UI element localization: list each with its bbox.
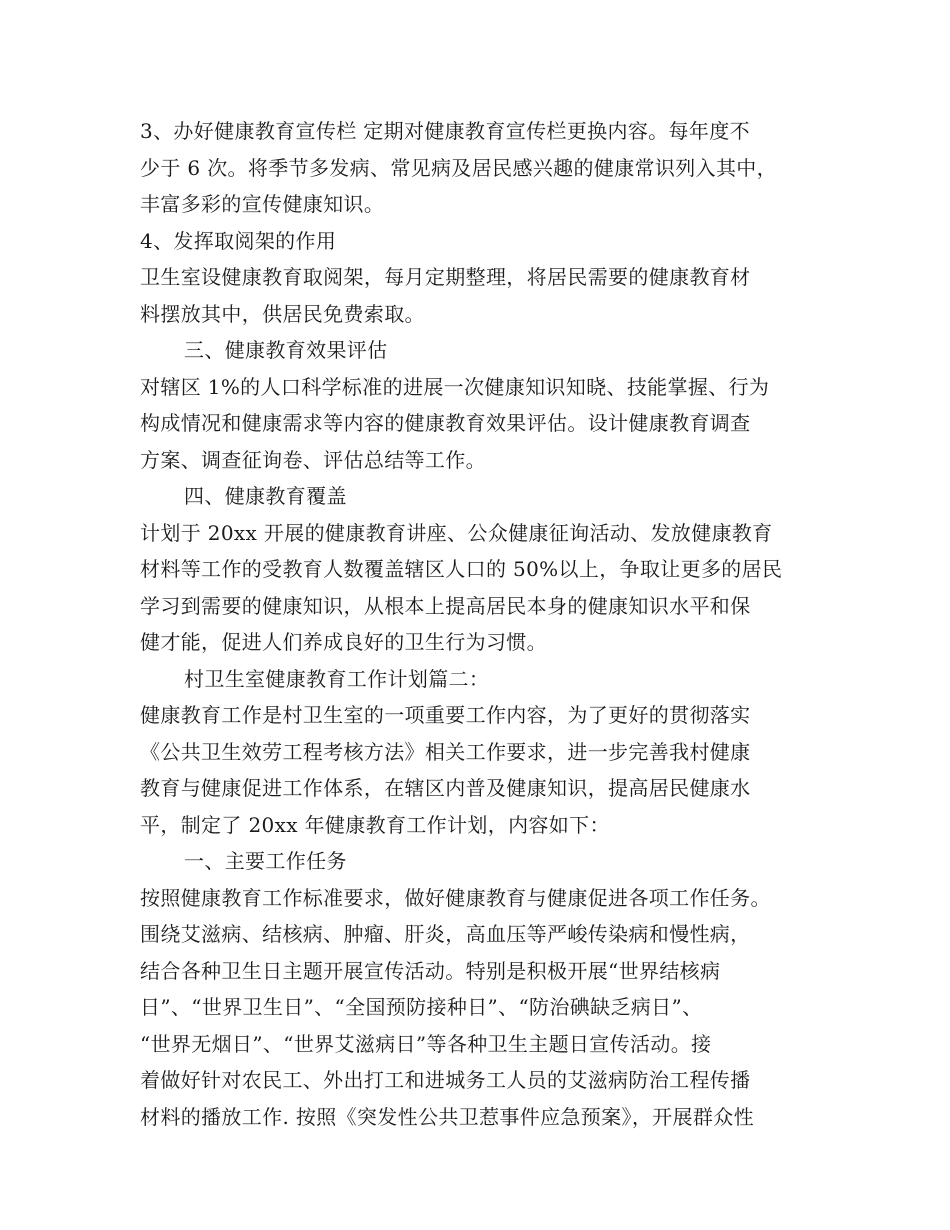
text-line: 丰富多彩的宣传健康知识。	[140, 192, 385, 216]
text-line: 材料的播放工作. 按照《突发性公共卫惹事件应急预案》，开展群众性	[140, 1104, 754, 1129]
text-line: 计划于 20xx 开展的健康教育讲座、公众健康征询活动、发放健康教育	[140, 520, 773, 545]
text-line: 教育与健康促进工作体系，在辖区内普及健康知识，提高居民健康水	[140, 776, 751, 800]
text-line: 材料等工作的受教育人数覆盖辖区人口的 50%以上，争取让更多的居民	[140, 557, 783, 581]
text-line: 健才能，促进人们养成良好的卫生行为习惯。	[140, 630, 547, 654]
text-line: 健康教育工作是村卫生室的一项重要工作内容，为了更好的贯彻落实	[140, 703, 751, 727]
text-line: 着做好针对农民工、外出打工和进城务工人员的艾滋病防治工程传播	[140, 1068, 751, 1092]
text-line: 构成情况和健康需求等内容的健康教育效果评估。设计健康教育调查	[140, 411, 751, 435]
text-line: “世界无烟日”、“世界艾滋病日”等各种卫生主题日宣传活动。接	[140, 1031, 712, 1056]
text-line: 平，制定了 20xx 年健康教育工作计划，内容如下：	[140, 812, 610, 837]
text-line: 对辖区 1%的人口科学标准的进展一次健康知识知晓、技能掌握、行为	[140, 374, 770, 399]
text-line: 日”、“世界卫生日”、“全国预防接种日”、“防治碘缺乏病日”、	[140, 995, 703, 1019]
text-line: 围绕艾滋病、结核病、肿瘤、肝炎，高血压等严峻传染病和慢性病，	[140, 922, 751, 946]
text-line: 方案、调查征询卷、评估总结等工作。	[140, 447, 486, 472]
text-line: 按照健康教育工作标准要求，做好健康教育与健康促进各项工作任务。	[140, 885, 771, 910]
section-heading: 一、主要工作任务	[184, 849, 347, 873]
text-line: 料摆放其中，供居民免费索取。	[140, 301, 425, 326]
text-line: 《公共卫生效劳工程考核方法》相关工作要求，进一步完善我村健康	[140, 739, 751, 764]
section-heading: 三、健康教育效果评估	[184, 338, 388, 362]
section-heading: 四、健康教育覆盖	[184, 484, 347, 508]
section-heading: 村卫生室健康教育工作计划篇二：	[184, 666, 490, 691]
text-line: 3、办好健康教育宣传栏 定期对健康教育宣传栏更换内容。每年度不	[140, 119, 750, 143]
text-line: 少于 6 次。将季节多发病、常见病及居民感兴趣的健康常识列入其中，	[140, 155, 777, 180]
section-heading: 4、发挥取阅架的作用	[140, 228, 337, 253]
document-body	[140, 113, 830, 1135]
text-line: 结合各种卫生日主题开展宣传活动。特别是积极开展“世界结核病	[140, 958, 721, 983]
text-line: 学习到需要的健康知识，从根本上提高居民本身的健康知识水平和保	[140, 593, 751, 618]
text-line: 卫生室设健康教育取阅架，每月定期整理，将居民需要的健康教育材	[140, 265, 751, 289]
